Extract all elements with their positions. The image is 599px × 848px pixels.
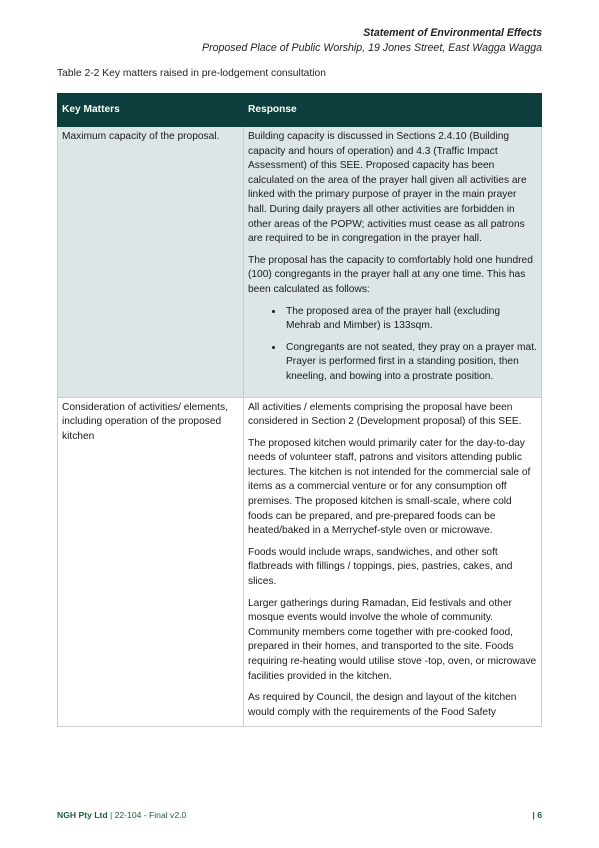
document-title: Statement of Environmental Effects [363,27,542,39]
bullet-item: • Congregants are not seated, they pray on a prayer mat. Prayer is performed first in a standing position, then kneeling, and bowing into a prostrate position. [284,341,537,385]
bullet-item: • The proposed area of the prayer hall (excluding Mehrab and Mimber) is 133sqm. [284,305,537,334]
key-matter-text: Maximum capacity of the proposal. [62,131,220,142]
page-number: | 6 [532,810,542,820]
footer-company: NGH Pty Ltd [57,810,108,820]
response-paragraph: The proposal has the capacity to comfortably hold one hundred (100) congregants in the prayer hall at any one time. This has been calculated as follows: [248,254,533,295]
response-paragraph: Building capacity is discussed in Sections 2.4.10 (Building capacity and hours of operation) and 4.3 (Traffic Impact Assessment) of this SEE. Proposed capacity has been calculated on the area of the prayer hall given all activities are linked with the primary purpose of prayer in the main prayer hall. During daily prayers all other activities are forbidden in other areas of the POPW; activities must cease as all patrons are required to be in congregation in the prayer hall. [248,131,527,245]
key-matter-cell [58,397,244,727]
key-matters-table [57,93,542,727]
table-row [58,397,542,727]
response-paragraph: The proposed kitchen would primarily cater for the day-to-day needs of volunteer staff, patrons and visitors attending public lectures. The kitchen is not intended for the commercial sale of items as a commercial venture or for any consumption off premises. The proposed kitchen is small-scale, where cold foods can be prepared, and pre-prepared foods can be heated/baked in a Merrychef-style oven or microwave. [248,437,531,537]
footer-doc-ref: 22-104 - Final v2.0 [114,810,187,820]
response-cell [244,127,542,398]
page-header [202,26,542,56]
response-paragraph: All activities / elements comprising the proposal have been considered in Section 2 (Development proposal) of this SEE. [248,401,522,428]
table-row [58,127,542,398]
response-paragraph: As required by Council, the design and layout of the kitchen would comply with the requirements of the Food Safety [248,692,517,718]
column-header-key-matters: Key Matters [58,94,244,127]
bullet-list [248,305,537,385]
table-header-row [58,94,542,127]
footer-separator: | [107,810,115,820]
page-footer [57,810,542,820]
document-subtitle: Proposed Place of Public Worship, 19 Jones Street, East Wagga Wagga [202,42,542,54]
response-cell [244,397,542,727]
response-paragraph: Larger gatherings during Ramadan, Eid festivals and other mosque events would involve the whole of community. Community members come together with pre-cooked food, prepared in their homes, and transported to the site. Foods requiring re-heating would utilise stove -top, oven, or microwave facilities provided in the kitchen. [248,597,537,682]
key-matter-cell [58,127,244,398]
key-matter-text: Consideration of activities/ elements, including operation of the proposed kitchen [62,401,228,442]
column-header-response: Response [244,94,542,127]
table-caption: Table 2-2 Key matters raised in pre-lodgement consultation [57,68,327,79]
response-paragraph: Foods would include wraps, sandwiches, and other soft flatbreads with fillings / toppings, pies, pastries, cakes, and slices. [248,546,513,588]
